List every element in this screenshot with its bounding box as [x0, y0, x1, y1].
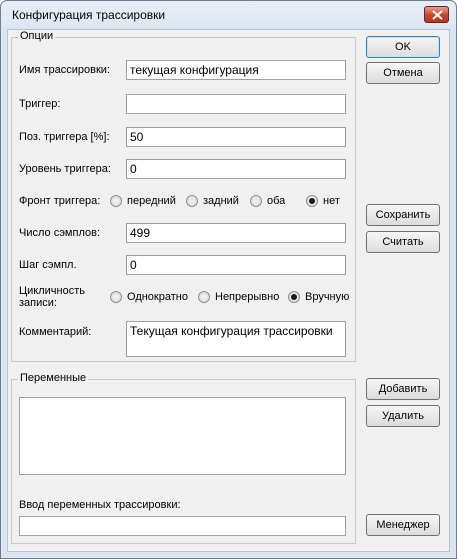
trace-name-field[interactable]: текущая конфигурация: [126, 60, 346, 80]
trigger-pos-label: Поз. триггера [%]:: [19, 131, 110, 143]
edge-radio-rising[interactable]: [110, 195, 122, 207]
trigger-label: Триггер:: [19, 98, 61, 110]
ok-button[interactable]: OK: [366, 36, 440, 58]
title-bar[interactable]: [1, 1, 456, 29]
sample-step-field[interactable]: 0: [126, 255, 346, 275]
trace-name-label: Имя трассировки:: [19, 64, 110, 76]
cycle-continuous-label[interactable]: Непрерывно: [215, 291, 280, 303]
dialog-client: [7, 29, 450, 552]
close-icon: [432, 10, 443, 20]
samples-label: Число сэмплов:: [19, 227, 101, 239]
edge-both-label[interactable]: оба: [267, 195, 286, 207]
trigger-edge-label: Фронт триггера:: [19, 195, 101, 207]
cycle-radio-single[interactable]: [110, 291, 122, 303]
variables-legend: Переменные: [20, 372, 87, 384]
samples-field[interactable]: 499: [126, 223, 346, 243]
edge-radio-falling[interactable]: [186, 195, 198, 207]
cancel-button[interactable]: Отмена: [366, 62, 440, 84]
variables-list[interactable]: [19, 397, 346, 475]
cycle-single-label[interactable]: Однократно: [127, 291, 188, 303]
cycle-radio-continuous[interactable]: [198, 291, 210, 303]
variables-input-label: Ввод переменных трассировки:: [19, 499, 181, 511]
trigger-level-label: Уровень триггера:: [19, 163, 111, 175]
edge-falling-label[interactable]: задний: [203, 195, 239, 207]
record-cycle-label-line2: записи:: [19, 297, 57, 309]
add-button[interactable]: Добавить: [366, 378, 440, 400]
trigger-level-field[interactable]: 0: [126, 159, 346, 179]
edge-radio-none[interactable]: [306, 195, 318, 207]
comment-label: Комментарий:: [19, 326, 92, 338]
delete-button[interactable]: Удалить: [366, 405, 440, 427]
sample-step-label: Шаг сэмпл.: [19, 259, 77, 271]
options-group: [11, 30, 356, 362]
variables-group: [11, 372, 356, 544]
edge-none-label[interactable]: нет: [323, 195, 340, 207]
trigger-field[interactable]: [126, 94, 346, 114]
options-legend: Опции: [20, 30, 54, 42]
save-button[interactable]: Сохранить: [366, 204, 440, 226]
variables-input-field[interactable]: [19, 516, 346, 536]
edge-radio-both[interactable]: [250, 195, 262, 207]
cycle-radio-manual[interactable]: [288, 291, 300, 303]
close-button[interactable]: [424, 6, 449, 23]
edge-rising-label[interactable]: передний: [127, 195, 176, 207]
load-button[interactable]: Считать: [366, 231, 440, 253]
manager-button[interactable]: Менеджер: [366, 514, 440, 536]
trigger-pos-field[interactable]: 50: [126, 127, 346, 147]
window-title: Конфигурация трассировки: [12, 8, 166, 22]
comment-field[interactable]: Текущая конфигурация трассировки: [126, 321, 346, 357]
record-cycle-label-line1: Цикличность: [19, 285, 85, 297]
cycle-manual-label[interactable]: Вручную: [305, 291, 350, 303]
